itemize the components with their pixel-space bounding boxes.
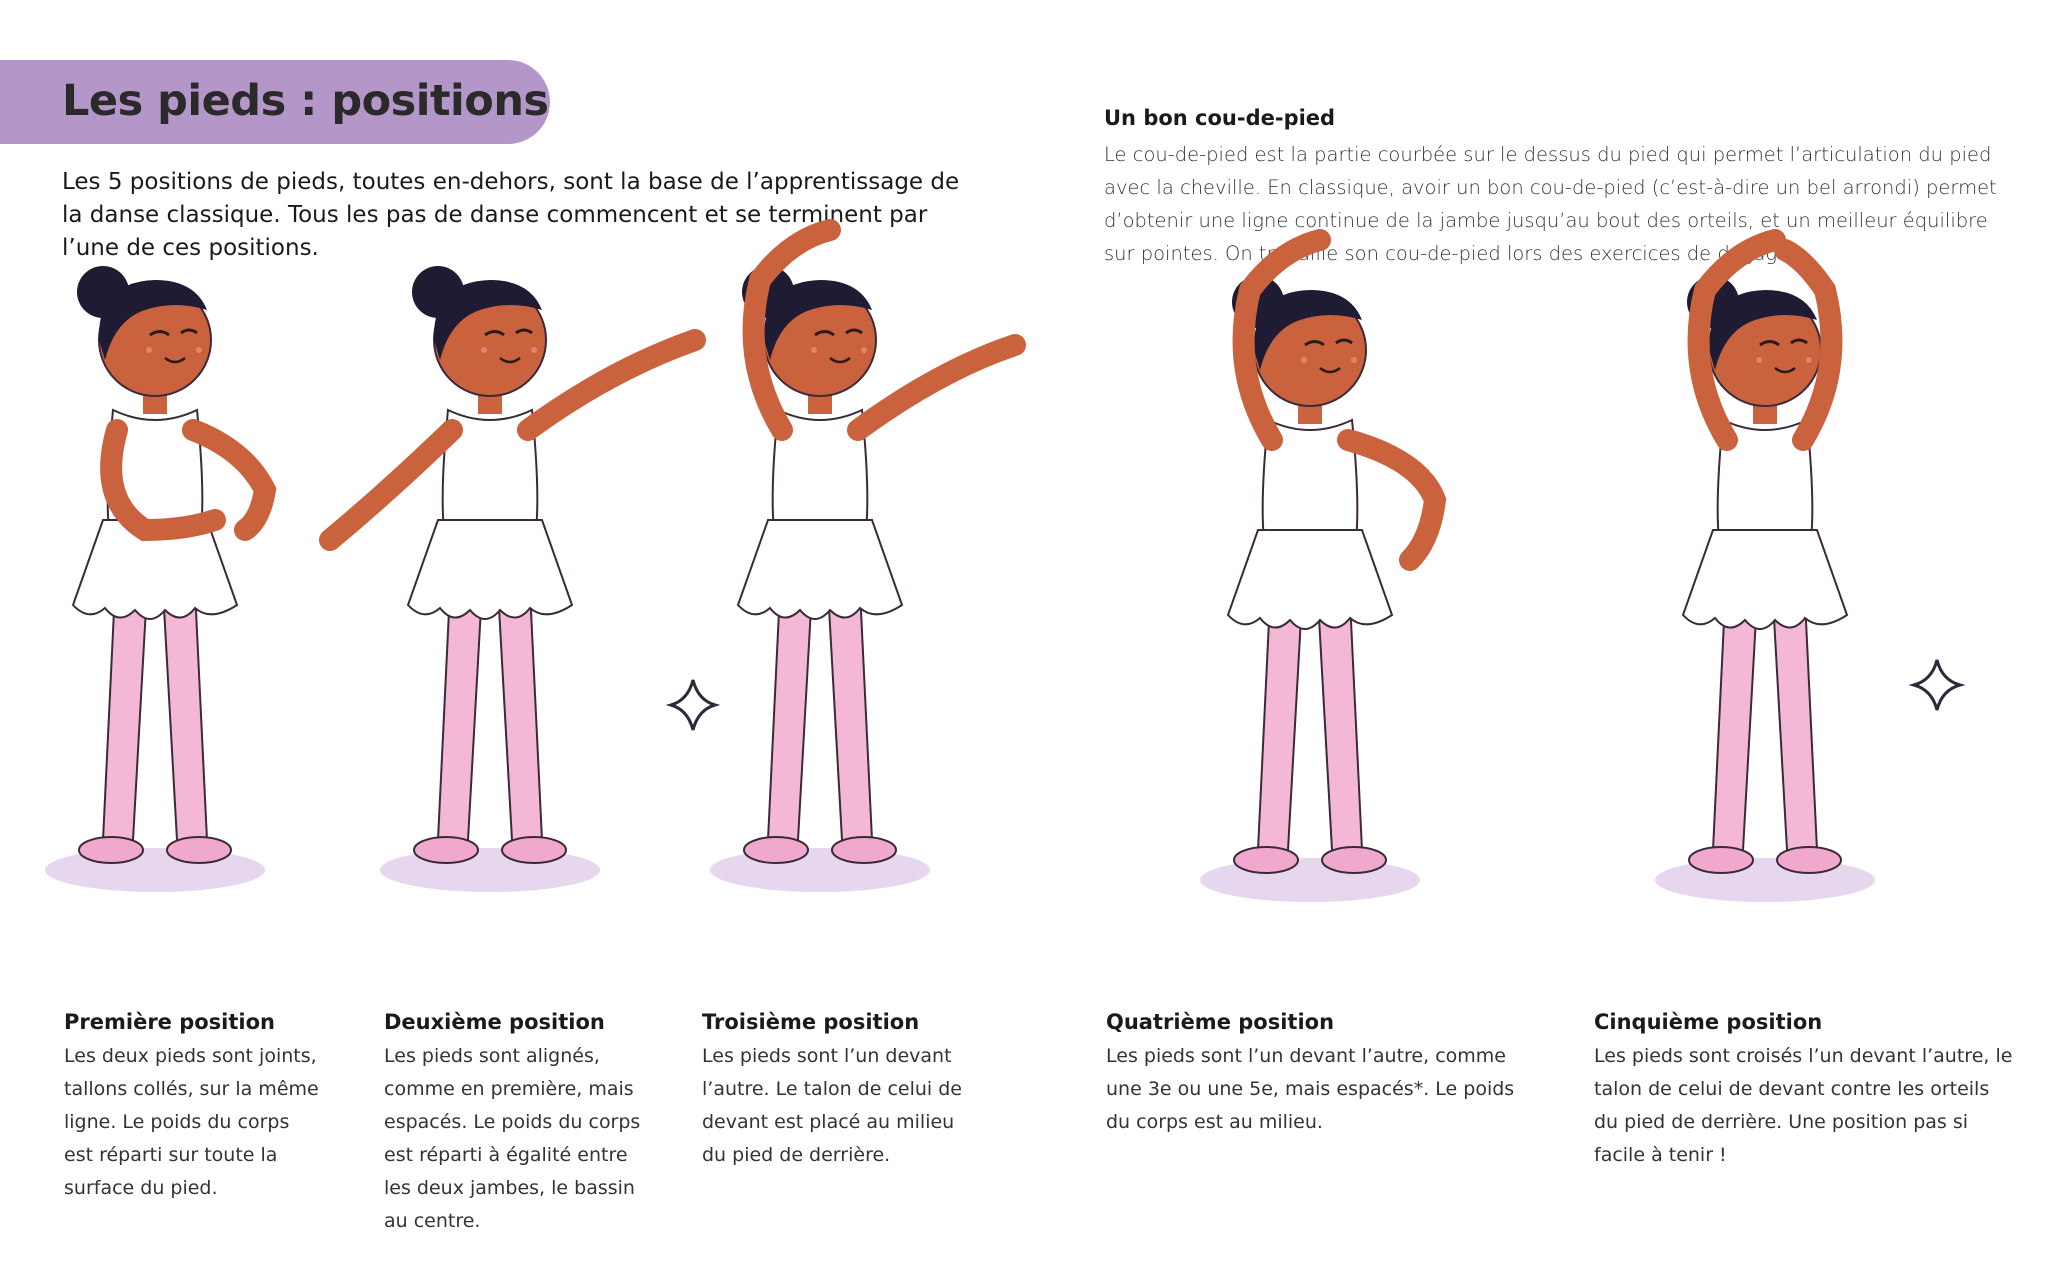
caption-title: Troisième position xyxy=(702,1010,920,1034)
caption-text: Les pieds sont l’un devant l’autre, comme une 3e ou une 5e, mais espacés*. Le poids du corps est au milieu. xyxy=(1106,1045,1515,1133)
caption-title: Deuxième position xyxy=(384,1010,605,1034)
caption-title: Quatrième position xyxy=(1106,1010,1335,1034)
dancer-quatrieme-position xyxy=(1200,240,1435,902)
caption-text: Les deux pieds sont joints, tallons collés, sur la même ligne. Le poids du corps est réparti sur toute la surface du pied. xyxy=(64,1045,319,1199)
cou-de-pied-title: Un bon cou-de-pied xyxy=(1104,106,1336,130)
caption-troisieme xyxy=(702,1010,982,1172)
sparkle-icon xyxy=(671,680,715,730)
caption-text: Les pieds sont l’un devant l’autre. Le talon de celui de devant est placé au milieu du pied de derrière. xyxy=(702,1045,962,1166)
caption-cinquieme xyxy=(1594,1010,2014,1172)
dancer-troisieme-position xyxy=(710,230,1015,892)
caption-title: Cinquième position xyxy=(1594,1010,1823,1034)
caption-deuxieme xyxy=(384,1010,654,1238)
sparkle-icon xyxy=(1914,660,1960,710)
caption-text: Les pieds sont croisés l’un devant l’autre, le talon de celui de devant contre les orteils du pied de derrière. Une position pas si facile à tenir ! xyxy=(1594,1045,2013,1166)
intro-paragraph: Les 5 positions de pieds, toutes en-dehors, sont la base de l’apprentissage de la danse classique. Tous les pas de danse commencent et se terminent par l’une de ces positions. xyxy=(62,169,960,261)
page-title: Les pieds : positions xyxy=(62,76,549,126)
caption-premiere xyxy=(64,1010,324,1205)
cou-de-pied-text: Le cou-de-pied est la partie courbée sur le dessus du pied qui permet l’articulation du pied avec la cheville. En classique, avoir un bon cou-de-pied (c’est-à-dire un bel arrondi) permet d’obtenir une ligne continue de la jambe jusqu’au bout des orteils, et un meilleur équilibre sur pointes. On travaille son cou-de-pied lors des exercices de dégagés. xyxy=(1104,143,1997,265)
caption-quatrieme xyxy=(1106,1010,1526,1139)
dancer-premiere-position xyxy=(45,266,265,892)
dancer-deuxieme-position xyxy=(330,266,695,892)
caption-title: Première position xyxy=(64,1010,275,1034)
caption-text: Les pieds sont alignés, comme en première, mais espacés. Le poids du corps est réparti à égalité entre les deux jambes, le bassin au centre. xyxy=(384,1045,641,1232)
dancer-cinquieme-position xyxy=(1655,240,1875,902)
